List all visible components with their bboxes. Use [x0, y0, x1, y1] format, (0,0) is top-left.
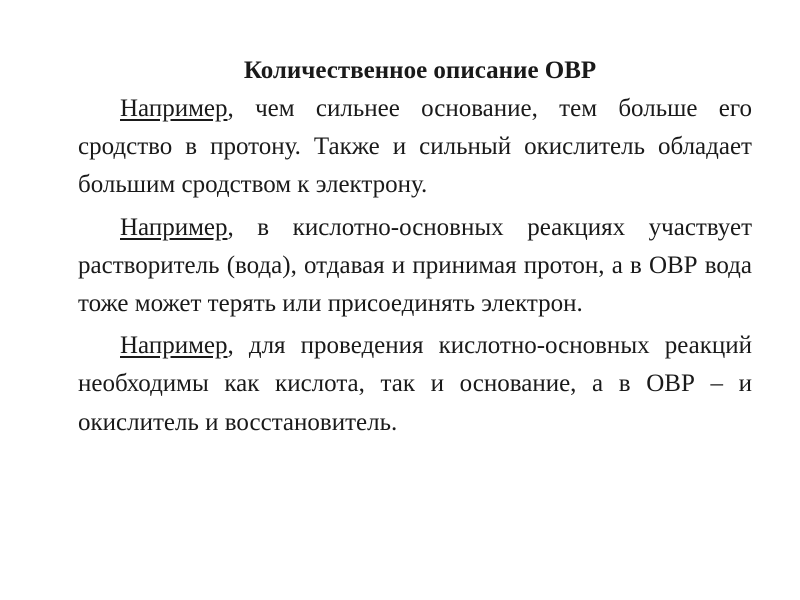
paragraph-1-lead: Например	[120, 95, 228, 122]
paragraph-3	[78, 327, 752, 442]
paragraph-1	[78, 90, 752, 205]
paragraph-2-lead: Например	[120, 213, 228, 241]
paragraph-2	[78, 209, 752, 324]
paragraph-1-text: , чем сильнее основание, тем больше его сродство в протону. Также и сильный окислитель обладает большим сродством к электрону.	[78, 95, 752, 199]
paragraph-2-text: , в кислотно-основных реакциях участвует растворитель (вода), отдавая и принимая протон, а в ОВР вода тоже может терять или присоединять электрон.	[78, 213, 752, 318]
paragraph-3-lead: Например	[120, 332, 228, 360]
slide-title: Количественное описание ОВР	[243, 57, 597, 84]
paragraph-3-text: , для проведения кислотно-основных реакций необходимы как кислота, так и основание, а в ОВР – и окислитель и восстановитель.	[78, 332, 752, 436]
